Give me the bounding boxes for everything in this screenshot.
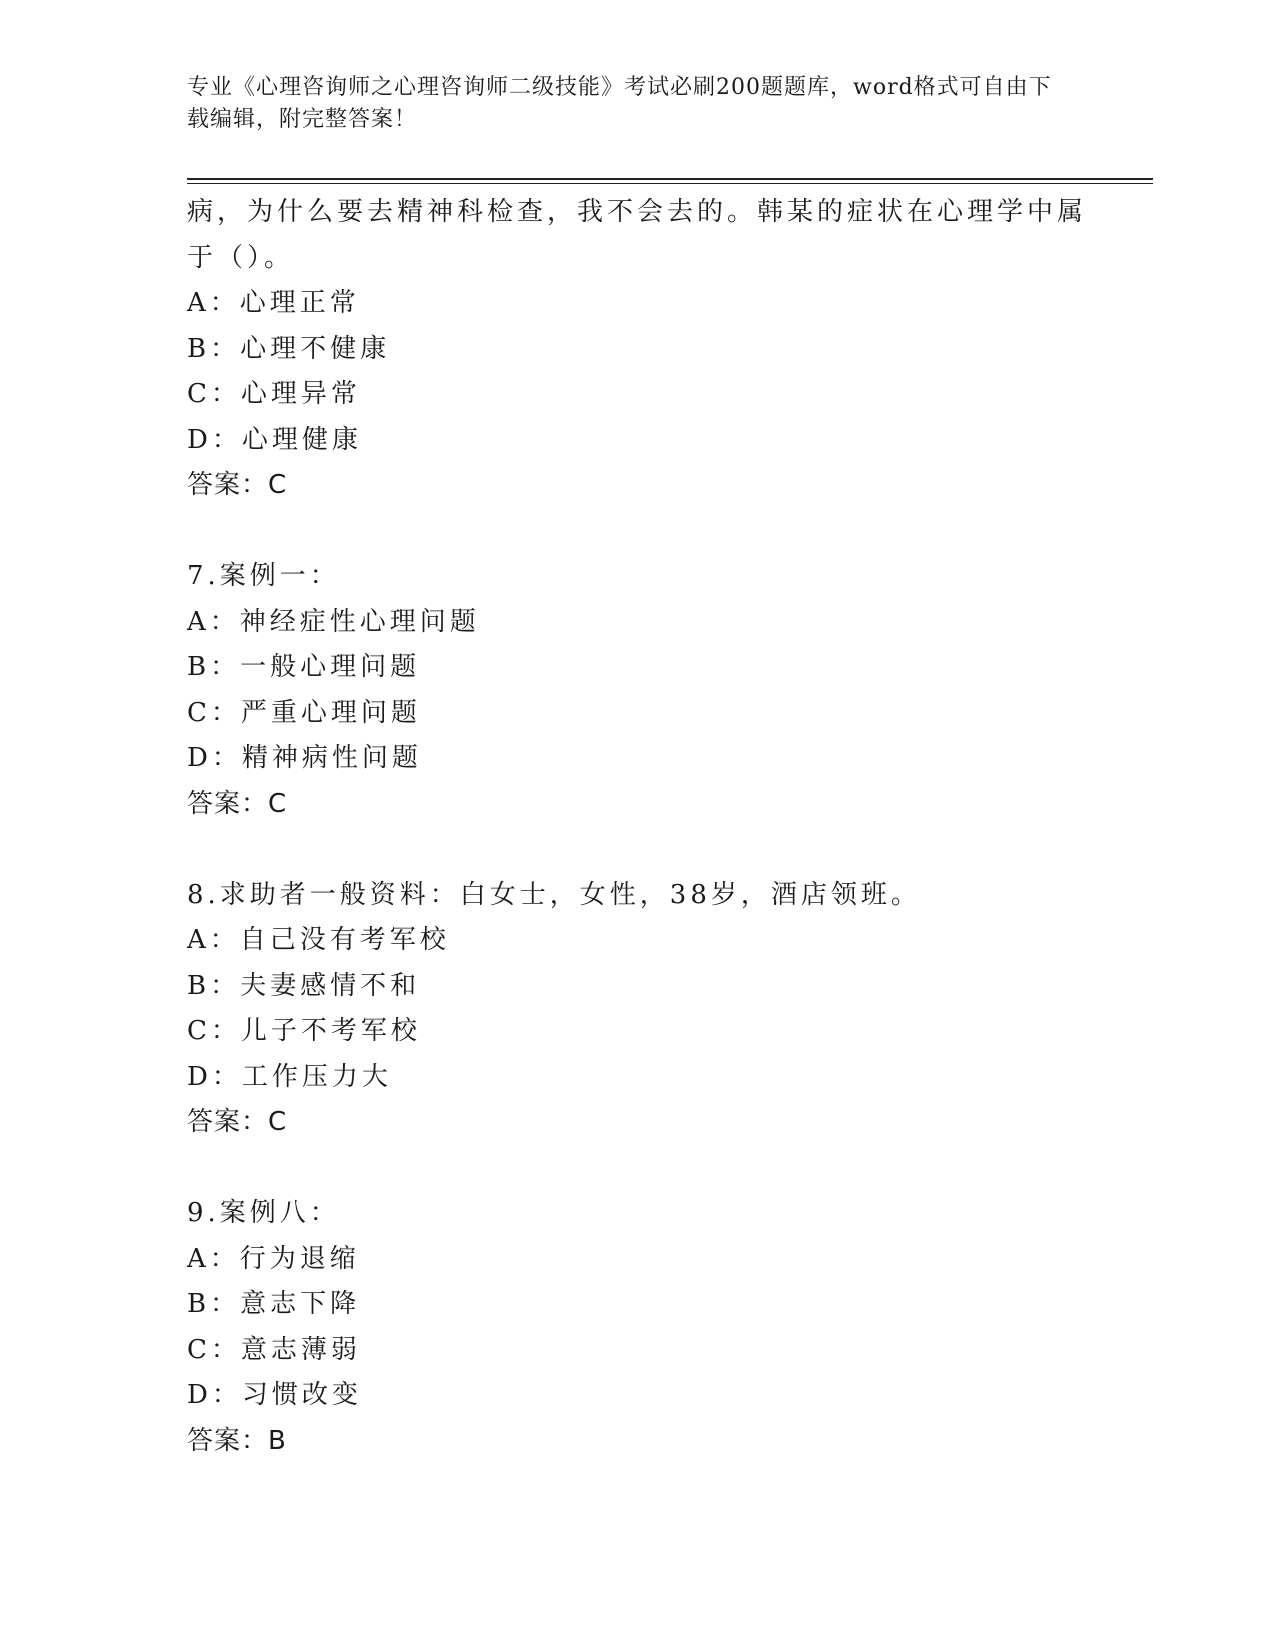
spacer [187,509,1087,555]
answer-line: 答案：C [187,788,288,819]
question-8 [187,873,1087,1146]
option-d: D：精神病性问题 [187,743,422,773]
question-9 [187,1191,1087,1464]
question-stem: 8.求助者一般资料：白女士，女性，38岁，酒店领班。 [187,879,921,910]
question-stem: 7.案例一： [187,561,340,591]
document-header [187,72,1067,136]
option-b: B：意志下降 [187,1289,361,1319]
option-d: D：工作压力大 [187,1061,392,1092]
option-c: C：儿子不考军校 [187,1016,421,1046]
question-7 [187,554,1087,827]
question-stem: 9.案例八： [187,1198,340,1228]
header-divider-thick [187,178,1153,180]
answer-line: 答案：C [187,470,288,500]
option-a: A：自己没有考军校 [187,925,450,955]
option-c: C：心理异常 [187,379,361,409]
option-d: D：心理健康 [187,424,362,455]
option-a: A：行为退缩 [187,1243,360,1274]
question-continuation [187,190,1087,509]
answer-line: 答案：B [187,1425,287,1456]
question-content [187,190,1087,1464]
question-text-line: 于（）。 [187,242,295,273]
option-b: B：一般心理问题 [187,652,421,682]
option-b: B：心理不健康 [187,333,391,364]
spacer [187,1146,1087,1192]
option-c: C：严重心理问题 [187,697,421,728]
option-a: A：神经症性心理问题 [187,606,480,637]
question-text-line: 病，为什么要去精神科检查，我不会去的。韩某的症状在心理学中属 [187,197,1088,227]
header-title: 专业《心理咨询师之心理咨询师二级技能》考试必刷200题题库，word格式可自由下载编辑，附完整答案！ [187,75,1052,132]
option-d: D：习惯改变 [187,1380,362,1410]
spacer [187,827,1087,873]
header-divider-thin [187,183,1153,184]
option-b: B：夫妻感情不和 [187,970,421,1001]
option-c: C：意志薄弱 [187,1334,361,1365]
option-a: A：心理正常 [187,288,360,318]
answer-line: 答案：C [187,1107,288,1137]
